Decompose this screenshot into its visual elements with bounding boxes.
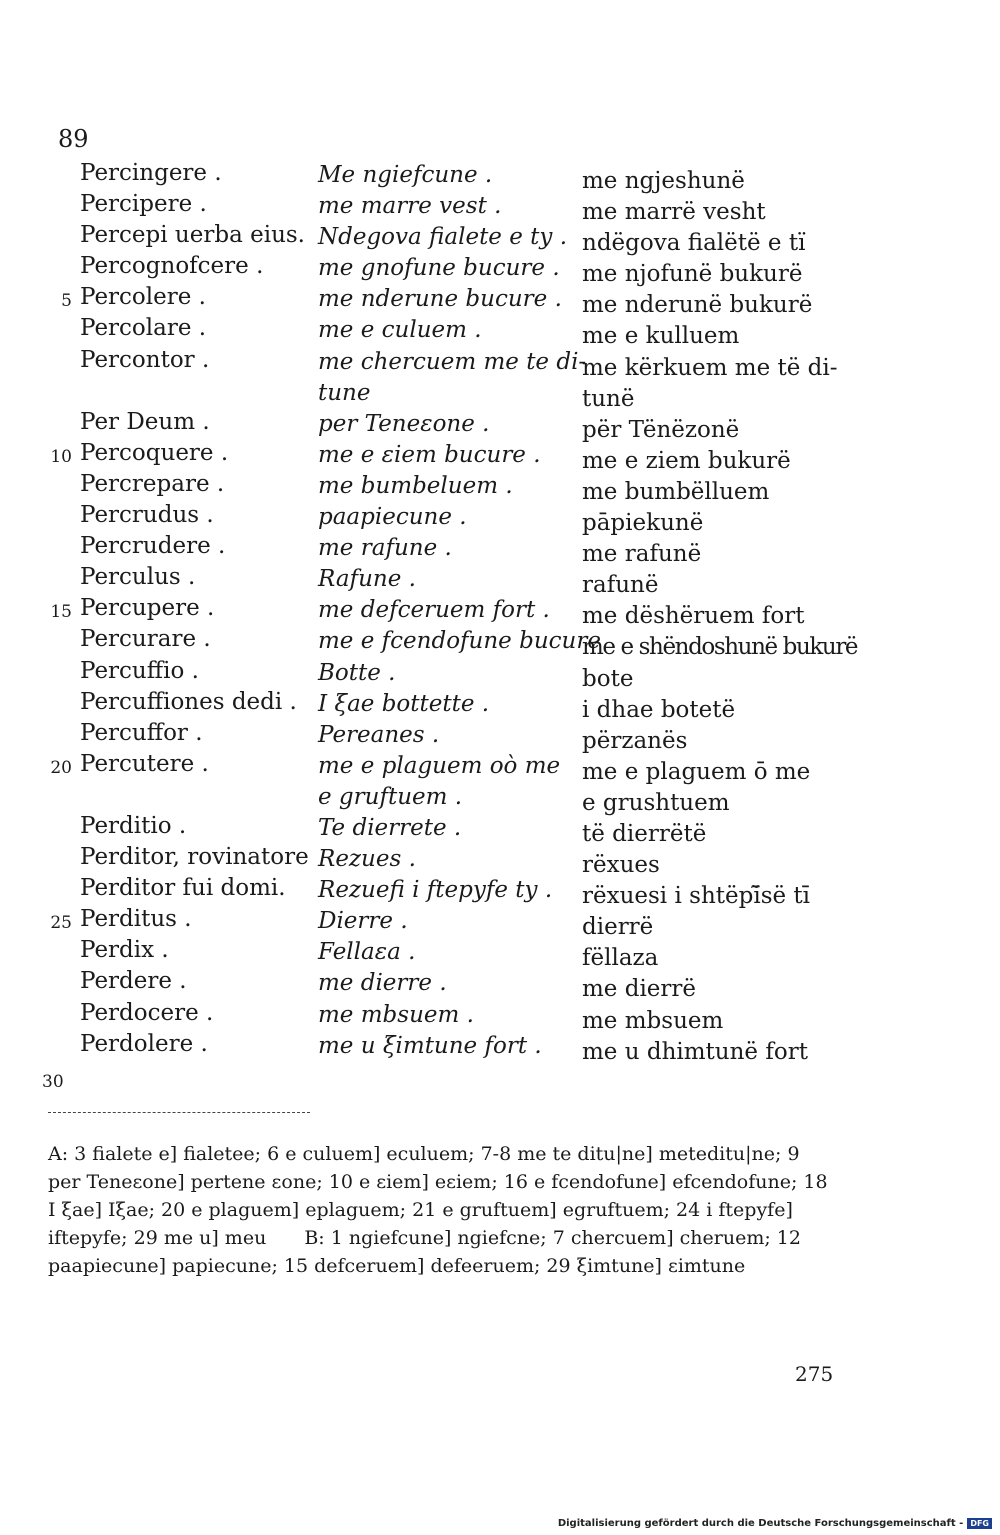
albanian-modern: me rafunë (582, 541, 702, 568)
entry-row (0, 438, 1000, 474)
line-number: 25 (50, 913, 72, 934)
albanian-original: Rafune . (318, 566, 416, 593)
albanian-modern: me marrë vesht (582, 199, 766, 226)
entry-row (0, 251, 1000, 288)
albanian-modern: fëllaza (582, 945, 659, 972)
albanian-modern: me e shëndoshunë bukurë (582, 634, 858, 661)
albanian-original: Botte . (318, 659, 396, 686)
albanian-modern: me njofunë bukurë (582, 261, 803, 288)
albanian-modern: rëxuesi i shtëpī̃së tī (582, 883, 811, 910)
footnote-separator (48, 1112, 310, 1113)
entry-row (0, 904, 1000, 941)
entry-row (0, 687, 1000, 723)
latin-term: Percognofcere . (80, 253, 264, 280)
latin-term: Percutere . (80, 750, 209, 777)
entry-row (0, 780, 1000, 816)
line-number-30: 30 (42, 1072, 64, 1092)
albanian-original: me gnofune bucure . (318, 255, 560, 282)
entry-row (0, 811, 1000, 847)
entry-row (0, 593, 1000, 630)
entry-row (0, 189, 1000, 226)
entry-row (0, 531, 1000, 568)
latin-term: Perdolere . (80, 1030, 208, 1057)
latin-term: Perditus . (80, 906, 192, 933)
albanian-modern: rëxues (582, 852, 660, 879)
latin-term: Percuffor . (80, 719, 203, 746)
entry-row (0, 469, 1000, 505)
albanian-modern: përzanës (582, 727, 688, 754)
line-number: 5 (61, 291, 72, 312)
latin-term: Percurare . (80, 626, 211, 653)
albanian-original: Te dierrete . (318, 814, 462, 841)
albanian-modern: pāpiekunë (582, 510, 704, 537)
line-number: 15 (50, 602, 72, 623)
entry-row (0, 407, 1000, 443)
latin-term: Percrudere . (80, 533, 226, 560)
albanian-original: me rafune . (318, 535, 452, 562)
latin-term: Percrudus . (80, 502, 214, 529)
entry-row (0, 873, 1000, 910)
entry-row (0, 842, 1000, 879)
albanian-original: me u ξimtune fort . (318, 1032, 542, 1059)
albanian-original: me marre vest . (318, 193, 502, 220)
albanian-modern: me u dhimtunë fort (582, 1038, 808, 1065)
albanian-original: me dierre . (318, 970, 447, 997)
entry-row (0, 282, 1000, 319)
entry-row (0, 158, 1000, 194)
entry-row (0, 345, 1000, 381)
line-number: 10 (50, 446, 72, 467)
latin-term: Percontor . (80, 346, 210, 373)
latin-term: Percolere . (80, 284, 206, 311)
latin-term: Perditio . (80, 812, 187, 839)
entry-row (0, 966, 1000, 1003)
albanian-original: Rezuefi i ftepyfe ty . (318, 877, 553, 904)
albanian-original: Fellaεa . (318, 939, 416, 966)
albanian-modern: për Tënëzonë (582, 416, 740, 443)
albanian-original: I ξae bottette . (318, 690, 490, 717)
latin-term: Percoquere . (80, 439, 229, 466)
page-number-bottom: 275 (795, 1362, 834, 1386)
albanian-modern: i dhae botetë (582, 696, 736, 723)
entry-row (0, 313, 1000, 350)
latin-term: Perculus . (80, 564, 196, 591)
latin-term: Per Deum . (80, 408, 210, 435)
albanian-original: tune (318, 379, 371, 406)
latin-term: Perditor fui domi. (80, 875, 286, 902)
albanian-modern: me dëshëruem fort (582, 603, 805, 630)
latin-term: Percrepare . (80, 470, 225, 497)
latin-term: Perdere . (80, 968, 187, 995)
albanian-original: Me ngiefcune . (318, 162, 493, 188)
albanian-original: Ndegova fialete e ty . (318, 224, 568, 251)
albanian-modern: me e ziem bukurë (582, 447, 791, 474)
albanian-original: Pereanes . (318, 721, 440, 748)
albanian-original: me e fcendofune bucure (318, 628, 601, 655)
page-number-top: 89 (58, 125, 89, 153)
albanian-original: me defceruem fort . (318, 597, 550, 624)
entry-row (0, 935, 1000, 972)
entry-row (0, 749, 1000, 785)
albanian-modern: me bumbëlluem (582, 478, 770, 505)
dictionary-entries (0, 158, 1000, 1065)
latin-term: Percuffio . (80, 657, 199, 684)
albanian-modern: bote (582, 665, 634, 692)
latin-term: Percingere . (80, 160, 222, 186)
entry-row (0, 656, 1000, 692)
albanian-modern: me e kulluem (582, 323, 740, 350)
entry-row (0, 718, 1000, 754)
albanian-original: me bumbeluem . (318, 472, 513, 499)
albanian-original: paapiecune . (318, 504, 467, 531)
credit-text: Digitalisierung gefördert durch die Deutsche Forschungsgemeinschaft - (557, 1518, 964, 1529)
albanian-original: Rezues . (318, 846, 416, 873)
entry-row (0, 1029, 1000, 1065)
albanian-modern: rafunë (582, 572, 659, 599)
latin-term: Percuffiones dedi . (80, 688, 297, 715)
entry-row (0, 500, 1000, 537)
albanian-original: me nderune bucure . (318, 286, 562, 313)
albanian-modern: ndëgova fialëtë e tï (582, 230, 806, 257)
albanian-modern: dierrë (582, 914, 654, 941)
line-number: 20 (50, 757, 72, 778)
albanian-modern: me kërkuem me të di- (582, 354, 838, 381)
albanian-original: per Teneεone . (318, 410, 490, 437)
latin-term: Percupere . (80, 595, 215, 622)
digitization-credit (558, 1518, 992, 1529)
albanian-modern: me e plaguem ō me (582, 758, 811, 785)
albanian-modern: me mbsuem (582, 1007, 724, 1034)
critical-apparatus (48, 1140, 838, 1280)
entry-row (0, 562, 1000, 599)
albanian-original: me e plaguem oò me (318, 752, 561, 779)
latin-term: Percolare . (80, 315, 207, 342)
latin-term: Perdocere . (80, 999, 214, 1026)
albanian-modern: me ngjeshunë (582, 168, 745, 194)
albanian-modern: të dierrëtë (582, 820, 707, 847)
latin-term: Perdix . (80, 937, 169, 964)
latin-term: Perditor, rovinatore (80, 844, 309, 871)
apparatus-b: B: 1 ngiefcune] ngiefcne; 7 chercuem] cheruem; 12 paapiecune] papiecune; 15 defceruem] defeeruem; 29 ξimtune] εimtune (48, 1227, 801, 1277)
latin-term: Percepi uerba eius. (80, 222, 305, 249)
apparatus-a: A: 3 fialete e] fialetee; 6 e culuem] eculuem; 7-8 me te ditu|ne] meteditu|ne; 9 per Teneεone] pertene εone; 10 e εiem] eεiem; 16 e fcendofune] efcendofune; 18 I ξae] Iξae; 20 e plaguem] eplaguem; 21 e gruftuem] egruftuem; 24 i ftepyfe] iftepyfe; 29 me u] meu (48, 1143, 828, 1249)
entry-row (0, 220, 1000, 257)
albanian-original: Dierre . (318, 908, 408, 935)
albanian-modern: e grushtuem (582, 789, 730, 816)
albanian-original: me e culuem . (318, 317, 482, 344)
albanian-original: e gruftuem . (318, 783, 463, 810)
entry-row (0, 624, 1000, 661)
entry-row (0, 998, 1000, 1034)
albanian-original: me chercuem me te di- (318, 348, 587, 375)
albanian-modern: tunë (582, 385, 635, 412)
albanian-original: me e εiem bucure . (318, 441, 541, 468)
albanian-original: me mbsuem . (318, 1001, 474, 1028)
albanian-modern: me dierrë (582, 976, 697, 1003)
latin-term: Percipere . (80, 191, 207, 218)
albanian-modern: me nderunë bukurë (582, 292, 813, 319)
entry-row (0, 376, 1000, 412)
dfg-logo: DFG (967, 1518, 992, 1529)
